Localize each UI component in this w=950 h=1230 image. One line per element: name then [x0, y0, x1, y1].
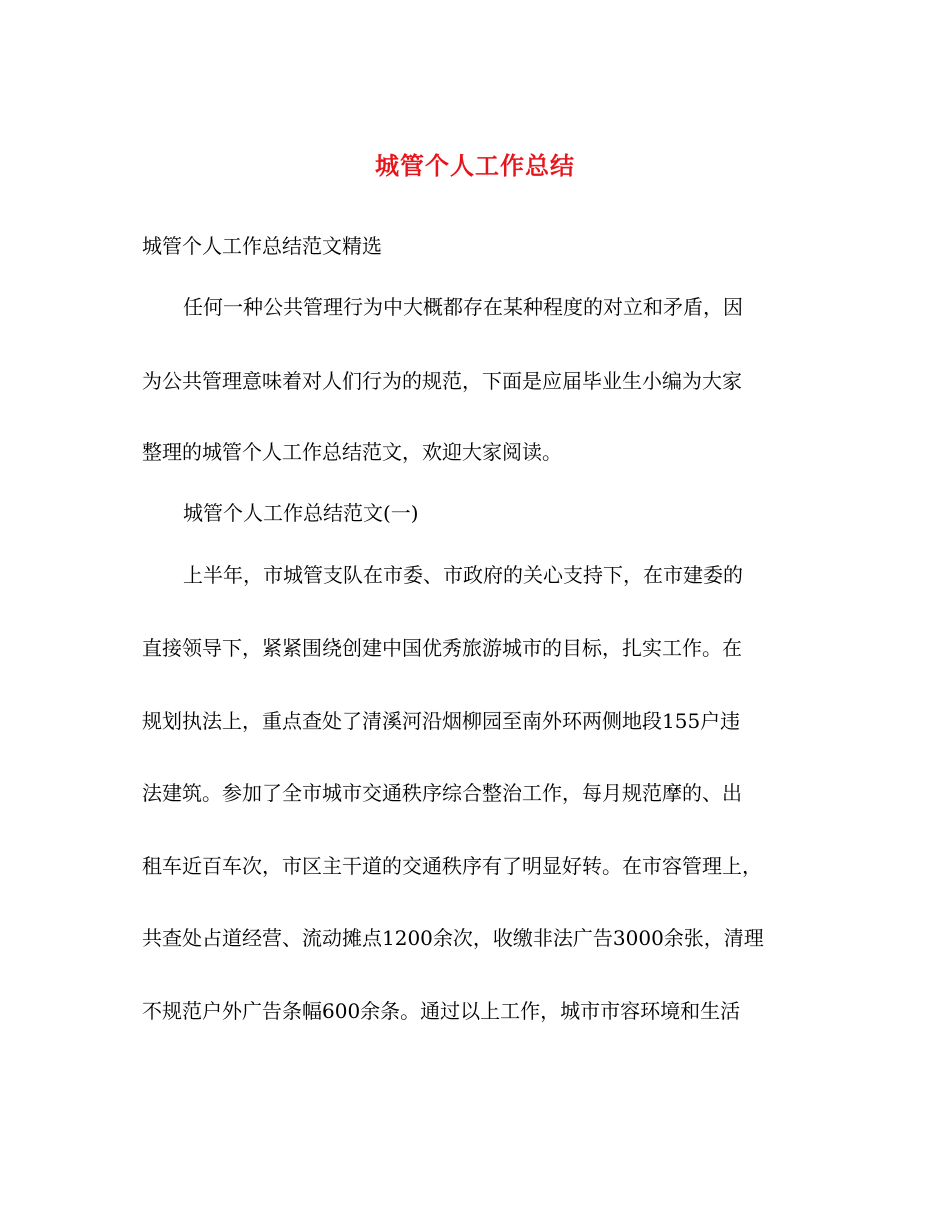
document-subtitle: 城管个人工作总结范文精选	[142, 234, 382, 258]
intro-line: 整理的城管个人工作总结范文，欢迎大家阅读。	[142, 440, 562, 464]
document-title: 城管个人工作总结	[375, 151, 575, 180]
body-line: 租车近百车次，市区主干道的交通秩序有了明显好转。在市容管理上，	[142, 854, 762, 878]
body-line: 直接领导下，紧紧围绕创建中国优秀旅游城市的目标，扎实工作。在	[142, 636, 742, 660]
body-line: 法建筑。参加了全市城市交通秩序综合整治工作，每月规范摩的、出	[142, 781, 742, 805]
body-line: 共查处占道经营、流动摊点1200余次，收缴非法广告3000余张，清理	[142, 926, 764, 950]
intro-line: 为公共管理意味着对人们行为的规范，下面是应届毕业生小编为大家	[142, 369, 742, 393]
body-line: 不规范户外广告条幅600余条。通过以上工作，城市市容环境和生活	[142, 999, 741, 1023]
intro-line: 任何一种公共管理行为中大概都存在某种程度的对立和矛盾，因	[183, 295, 743, 319]
section-heading: 城管个人工作总结范文(一)	[183, 501, 419, 525]
body-line: 上半年，市城管支队在市委、市政府的关心支持下，在市建委的	[183, 563, 743, 587]
body-line: 规划执法上，重点查处了清溪河沿烟柳园至南外环两侧地段155户违	[142, 709, 741, 733]
